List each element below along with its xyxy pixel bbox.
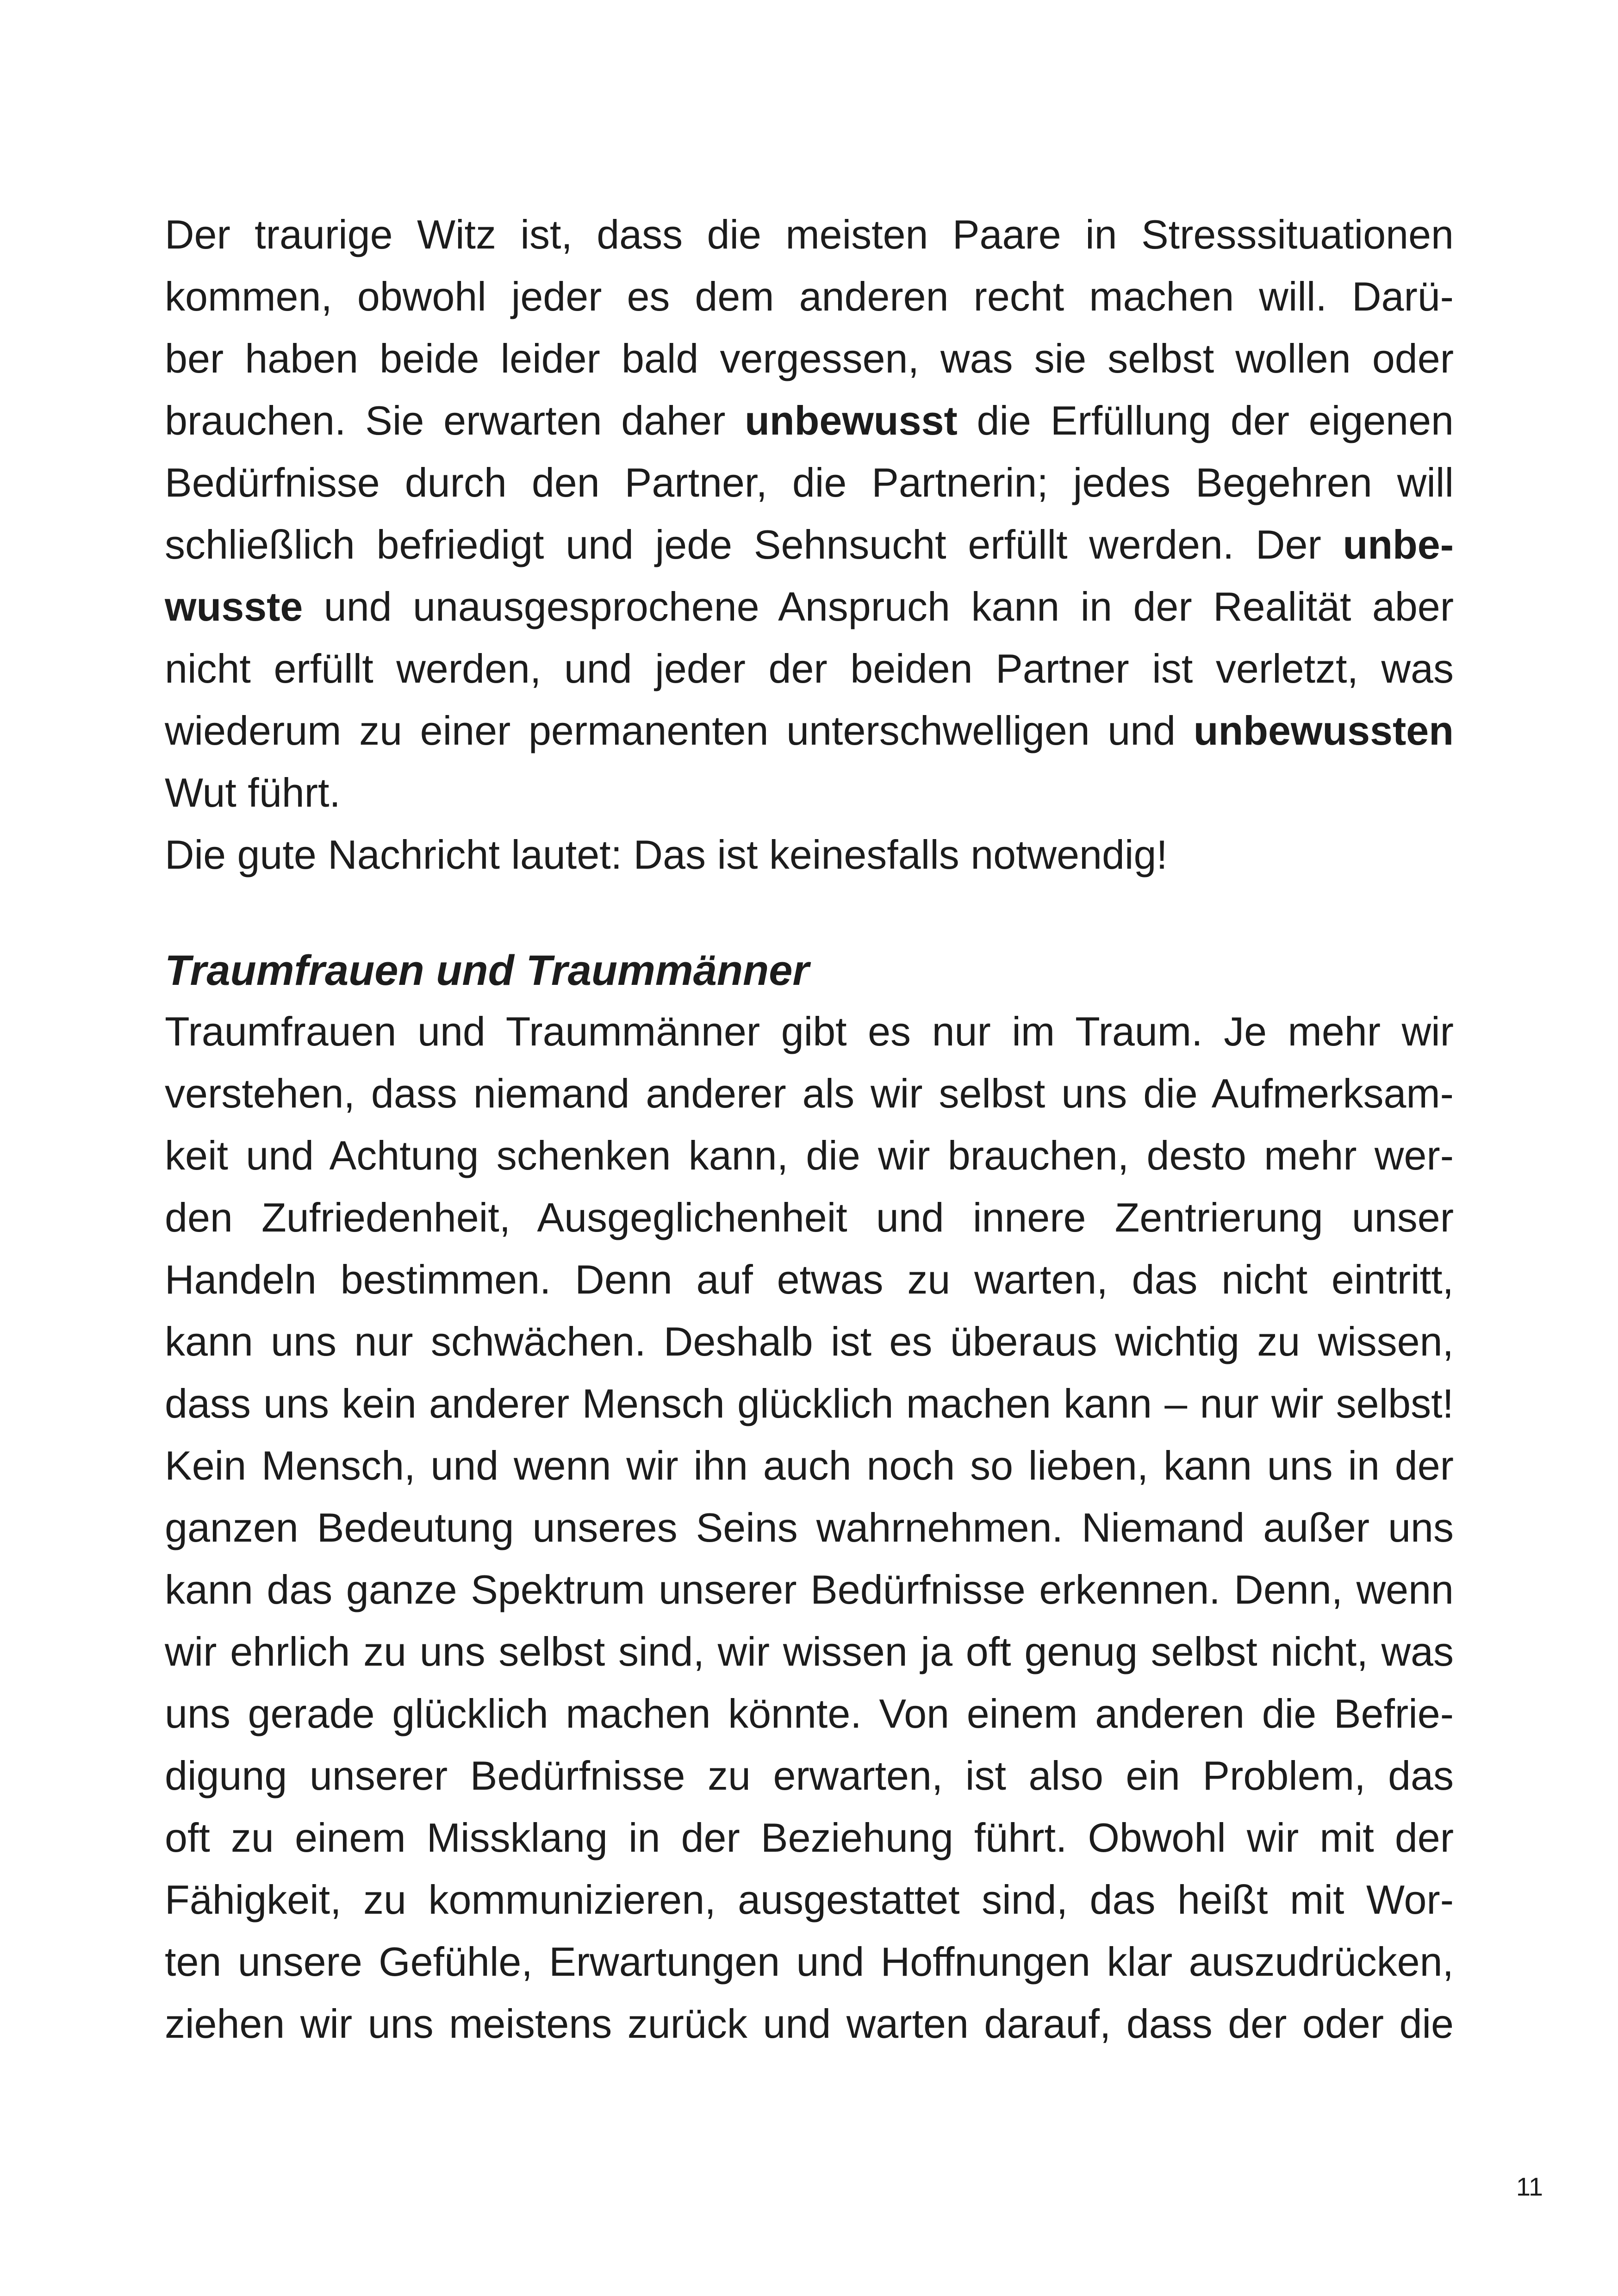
text-line: ziehen wir uns meistens zurück und warten darauf, dass der oder die <box>165 2001 1454 2047</box>
text-line <box>165 390 1454 452</box>
text-line: Handeln bestimmen. Denn auf etwas zu warten, das nicht eintritt, <box>165 1257 1454 1302</box>
text-fragment: wiederum zu einer permanenten unterschwelligen und <box>165 708 1194 753</box>
text-line: Der traurige Witz ist, dass die meisten Paare in Stresssituationen <box>165 212 1454 257</box>
text-line: wir ehrlich zu uns selbst sind, wir wissen ja oft genug selbst nicht, was <box>165 1629 1454 1674</box>
text-line: ber haben beide leider bald vergessen, was sie selbst wollen oder <box>165 336 1454 381</box>
text-line: ganzen Bedeutung unseres Seins wahrnehmen. Niemand außer uns <box>165 1505 1454 1550</box>
text-line: ten unsere Gefühle, Erwartungen und Hoffnungen klar auszudrücken, <box>165 1939 1454 1985</box>
text-line: kommen, obwohl jeder es dem anderen recht machen will. Darü- <box>165 274 1454 319</box>
text-line: Kein Mensch, und wenn wir ihn auch noch so lieben, kann uns in der <box>165 1443 1454 1488</box>
emphasis-word: unbewussten <box>1193 708 1454 753</box>
text-line: Wut führt. <box>165 770 341 815</box>
text-line: Fähigkeit, zu kommunizieren, ausgestattet sind, das heißt mit Wor- <box>165 1877 1454 1923</box>
text-line: kann uns nur schwächen. Deshalb ist es überaus wichtig zu wissen, <box>165 1319 1454 1364</box>
page-number: 11 <box>1516 2172 1543 2201</box>
text-line: Bedürfnisse durch den Partner, die Partnerin; jedes Begehren will <box>165 460 1454 505</box>
text-line <box>165 700 1454 762</box>
emphasis-word: unbewusst <box>745 398 958 443</box>
text-line: oft zu einem Missklang in der Beziehung führt. Obwohl wir mit der <box>165 1815 1454 1860</box>
section-heading: Traumfrauen und Traummänner <box>165 947 809 994</box>
text-fragment: schließlich befriedigt und jede Sehnsucht erfüllt werden. Der <box>165 522 1343 567</box>
text-line: verstehen, dass niemand anderer als wir selbst uns die Aufmerksam- <box>165 1070 1454 1116</box>
paragraph-2 <box>165 1001 1454 2055</box>
text-line: keit und Achtung schenken kann, die wir brauchen, desto mehr wer- <box>165 1132 1454 1178</box>
text-line: uns gerade glücklich machen könnte. Von einem anderen die Befrie- <box>165 1691 1454 1736</box>
text-line: kann das ganze Spektrum unserer Bedürfnisse erkennen. Denn, wenn <box>165 1567 1454 1612</box>
text-fragment: brauchen. Sie erwarten daher <box>165 398 745 443</box>
text-line <box>165 576 1454 638</box>
paragraph-1 <box>165 204 1454 886</box>
emphasis-word: wusste <box>165 584 303 629</box>
text-line: Traumfrauen und Traummänner gibt es nur im Traum. Je mehr wir <box>165 1008 1454 1054</box>
emphasis-word: unbe- <box>1343 522 1454 567</box>
text-line: nicht erfüllt werden, und jeder der beiden Partner ist verletzt, was <box>165 646 1454 691</box>
text-line <box>165 514 1454 576</box>
text-line: den Zufriedenheit, Ausgeglichenheit und innere Zentrierung unser <box>165 1195 1454 1240</box>
text-line: Die gute Nachricht lautet: Das ist keinesfalls notwendig! <box>165 832 1168 877</box>
text-line: dass uns kein anderer Mensch glücklich machen kann – nur wir selbst! <box>165 1381 1454 1426</box>
text-fragment: und unausgesprochene Anspruch kann in der Realität aber <box>303 584 1454 629</box>
text-fragment: die Erfüllung der eigenen <box>957 398 1454 443</box>
text-line: digung unserer Bedürfnisse zu erwarten, ist also ein Problem, das <box>165 1753 1454 1798</box>
